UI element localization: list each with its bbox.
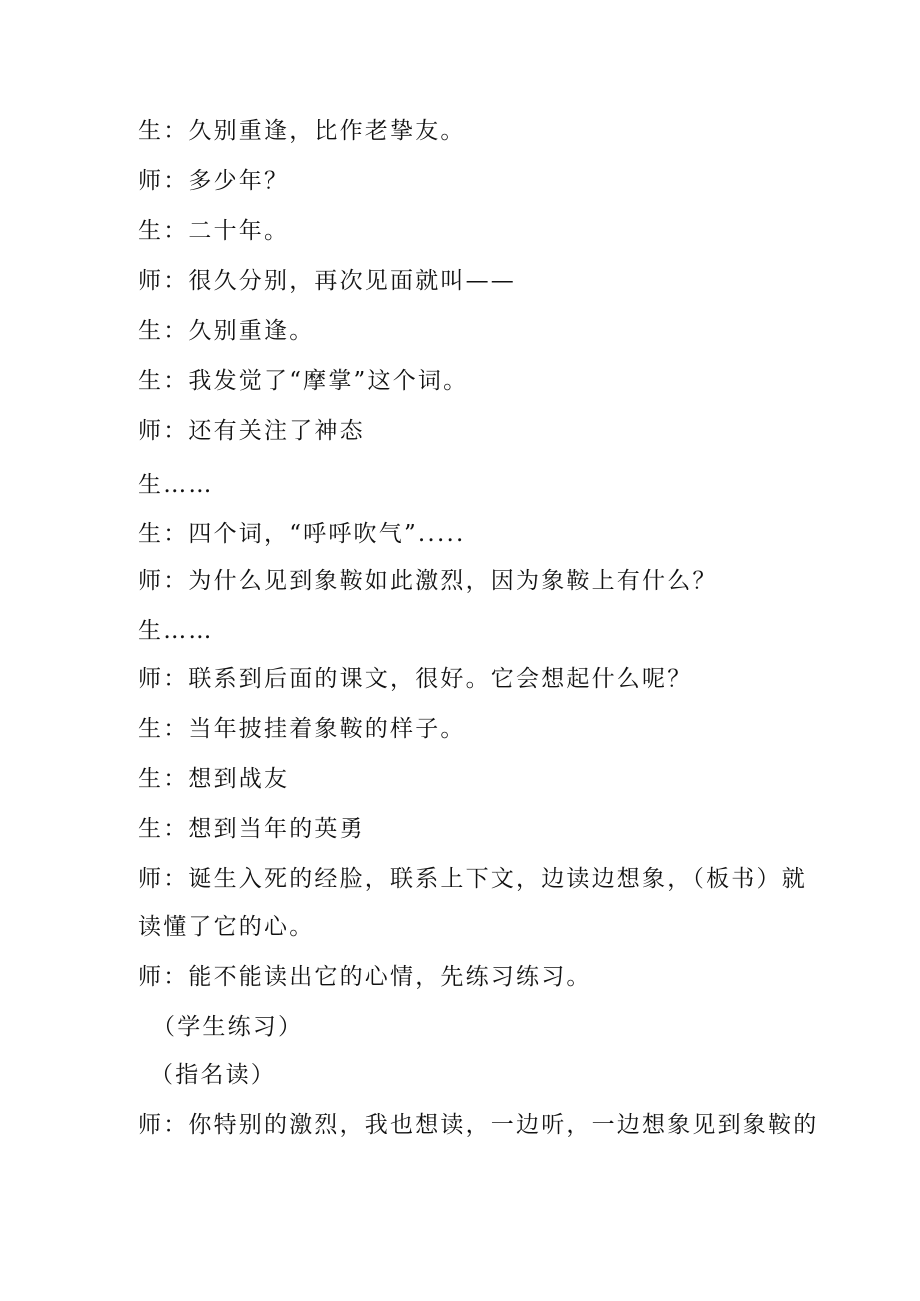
dialogue-line: 师：你特别的激烈，我也想读，一边听，一边想象见到象鞍的 [138, 1112, 819, 1138]
dialogue-line: 师：很久分别，再次见面就叫—— [138, 268, 516, 294]
dialogue-line: 师：多少年？ [138, 168, 290, 194]
dialogue-line: 师：还有关注了神态 [138, 418, 365, 444]
dialogue-line: 生：想到战友 [138, 766, 290, 792]
dialogue-line: 生：想到当年的英勇 [138, 816, 365, 842]
stage-direction: （指名读） [150, 1062, 276, 1088]
dialogue-line: 生：二十年。 [138, 218, 290, 244]
dialogue-line: 生：久别重逢。 [138, 318, 315, 344]
dialogue-line: 师：能不能读出它的心情，先练习练习。 [138, 964, 592, 990]
dialogue-line: 生：四个词，“呼呼吹气”..... [138, 521, 466, 547]
dialogue-line: 生…… [138, 618, 214, 644]
stage-direction: （学生练习） [152, 1014, 304, 1040]
dialogue-line: 生：我发觉了“摩掌”这个词。 [138, 368, 469, 394]
dialogue-line: 生：当年披挂着象鞍的样子。 [138, 716, 466, 742]
dialogue-line: 生：久别重逢，比作老挚友。 [138, 118, 466, 144]
dialogue-line: 生…… [138, 472, 214, 498]
dialogue-line: 师：为什么见到象鞍如此激烈，因为象鞍上有什么？ [138, 568, 718, 594]
dialogue-line: 师：诞生入死的经脸，联系上下文，边读边想象，（板书）就 [138, 866, 807, 892]
dialogue-line: 师：联系到后面的课文，很好。它会想起什么呢？ [138, 666, 693, 692]
dialogue-line: 读懂了它的心。 [138, 914, 315, 940]
